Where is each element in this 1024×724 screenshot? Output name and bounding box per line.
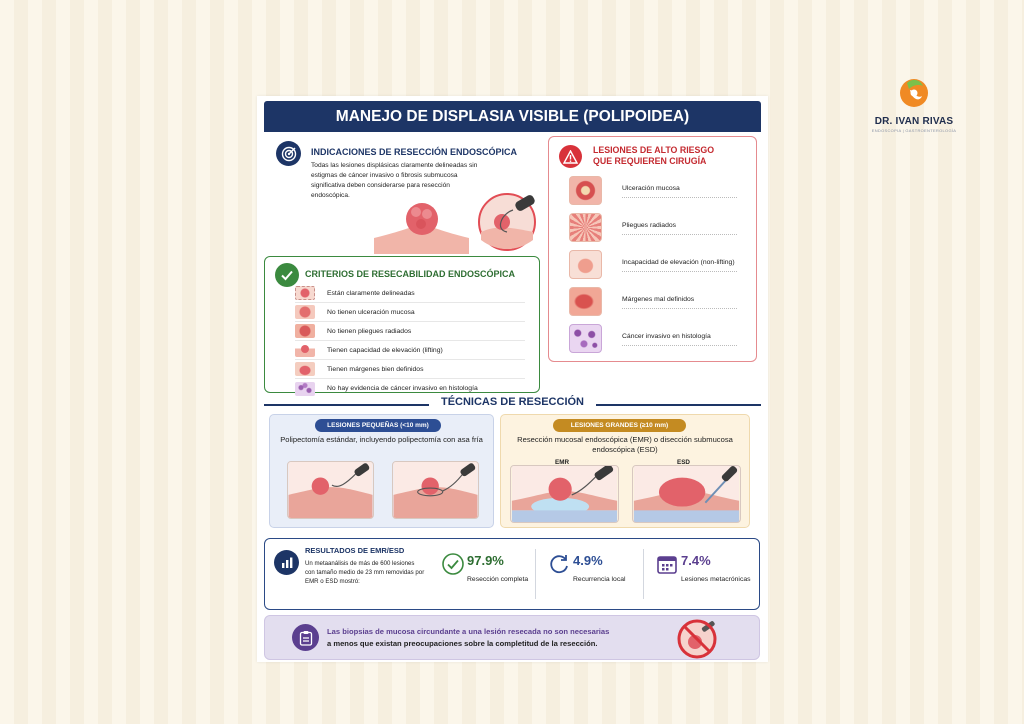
poor-margins-thumb — [569, 287, 602, 316]
large-lesions-description: Resección mucosal endoscópica (EMR) o disección submucosa endoscópica (ESD) — [517, 435, 733, 454]
refresh-icon — [547, 552, 571, 576]
polyp-illustration — [374, 202, 469, 254]
risk-label: Pliegues radiados — [622, 221, 737, 235]
risk-label: Cáncer invasivo en histología — [622, 332, 737, 346]
high-risk-title: LESIONES DE ALTO RIESGO QUE REQUIEREN CIRUGÍA — [593, 145, 715, 166]
ulceration-thumb — [569, 176, 602, 205]
criteria-label: No tienen ulceración mucosa — [327, 308, 415, 316]
list-item — [295, 284, 525, 303]
stat-label: Recurrencia local — [573, 576, 626, 583]
stat-metachronous-lesions — [651, 548, 756, 602]
lifting-lesion-thumb — [295, 343, 315, 357]
indications-text: Todas las lesiones displásicas claramente delineadas sin estigmas de cáncer invasivo o fibrosis submucosa significativa deben considerarse para resección endoscópica. — [311, 162, 478, 199]
stat-value: 4.9% — [573, 553, 603, 568]
biopsy-note — [264, 615, 760, 660]
invasive-histology-thumb — [569, 324, 602, 353]
esd-illustration — [632, 465, 741, 523]
esd-label: ESD — [677, 459, 690, 466]
list-item — [295, 341, 525, 360]
list-item — [569, 283, 737, 320]
criteria-label: No hay evidencia de cáncer invasivo en histología — [327, 385, 478, 392]
criteria-list — [295, 284, 525, 398]
results-section — [264, 538, 760, 610]
brand-tagline: ENDOSCOPIA | GASTROENTEROLOGÍA — [871, 128, 957, 133]
list-item — [295, 322, 525, 341]
stat-label: Resección completa — [467, 576, 529, 583]
divider — [643, 549, 644, 599]
no-biopsy-icon — [675, 619, 719, 659]
smooth-lesion-thumb — [295, 305, 315, 319]
page-title: MANEJO DE DISPLASIA VISIBLE (POLIPOIDEA) — [264, 101, 761, 132]
high-risk-section — [548, 136, 757, 362]
list-item — [569, 320, 737, 357]
note-line-2: a menos que existan preocupaciones sobre la completitud de la resección. — [327, 639, 598, 648]
small-lesions-description: Polipectomía estándar, incluyendo polipectomía con asa fría — [280, 435, 483, 444]
calendar-icon — [655, 552, 679, 576]
large-lesions-panel — [500, 414, 750, 528]
stat-value: 97.9% — [467, 553, 504, 568]
list-item — [569, 172, 737, 209]
stat-label: Lesiones metacrónicas — [681, 576, 751, 583]
divider — [535, 549, 536, 599]
infographic-poster — [257, 96, 768, 662]
brand-name: DR. IVAN RIVAS — [874, 116, 954, 127]
radiating-folds-thumb — [569, 213, 602, 242]
non-lifting-thumb — [569, 250, 602, 279]
results-text: Un metaanálisis de más de 600 lesiones con tamaño medio de 23 mm removidas por EMR o ESD mostró: — [305, 560, 425, 585]
risk-label: Márgenes mal definidos — [622, 295, 737, 309]
criteria-label: Están claramente delineadas — [327, 289, 415, 297]
criteria-title: CRITERIOS DE RESECABILIDAD ENDOSCÓPICA — [305, 269, 516, 279]
criteria-label: Tienen márgenes bien definidos — [327, 365, 424, 373]
list-item — [569, 209, 737, 246]
risk-label: Incapacidad de elevación (non-lifting) — [622, 258, 737, 272]
delineated-lesion-thumb — [295, 286, 315, 300]
divider — [596, 404, 761, 406]
results-title: RESULTADOS DE EMR/ESD — [305, 546, 405, 555]
emr-label: EMR — [555, 459, 569, 466]
criteria-label: No tienen pliegues radiados — [327, 327, 412, 335]
note-text — [327, 626, 609, 650]
defined-margins-thumb — [295, 362, 315, 376]
list-item — [295, 360, 525, 379]
stat-local-recurrence — [543, 548, 648, 602]
target-icon — [276, 141, 301, 166]
clipboard-icon — [292, 624, 319, 651]
no-folds-lesion-thumb — [295, 324, 315, 338]
histology-thumb — [295, 382, 315, 396]
warning-icon — [559, 145, 582, 168]
cold-snare-illustration-1 — [287, 461, 374, 519]
large-lesions-badge: LESIONES GRANDES (≥10 mm) — [553, 419, 686, 432]
criteria-label: Tienen capacidad de elevación (lifting) — [327, 346, 443, 354]
indications-section — [264, 134, 539, 254]
criteria-section — [264, 256, 540, 393]
stat-value: 7.4% — [681, 553, 711, 568]
check-circle-icon — [441, 552, 465, 576]
indications-title: INDICACIONES DE RESECCIÓN ENDOSCÓPICA — [311, 147, 518, 157]
small-lesions-badge: LESIONES PEQUEÑAS (<10 mm) — [315, 419, 441, 432]
techniques-title: TÉCNICAS DE RESECCIÓN — [440, 396, 585, 408]
note-line-1: Las biopsias de mucosa circundante a una lesión resecada no son necesarias — [327, 627, 610, 636]
brand-logo-icon — [896, 74, 932, 110]
risk-label: Ulceración mucosa — [622, 184, 737, 198]
bar-chart-icon — [274, 550, 299, 575]
small-lesions-panel — [269, 414, 494, 528]
high-risk-list — [569, 172, 737, 357]
emr-illustration — [510, 465, 619, 523]
cold-snare-illustration-2 — [392, 461, 479, 519]
list-item — [569, 246, 737, 283]
brand-logo — [866, 74, 962, 133]
snare-polypectomy-illustration — [477, 192, 537, 252]
stat-complete-resection — [437, 548, 542, 602]
list-item — [295, 303, 525, 322]
